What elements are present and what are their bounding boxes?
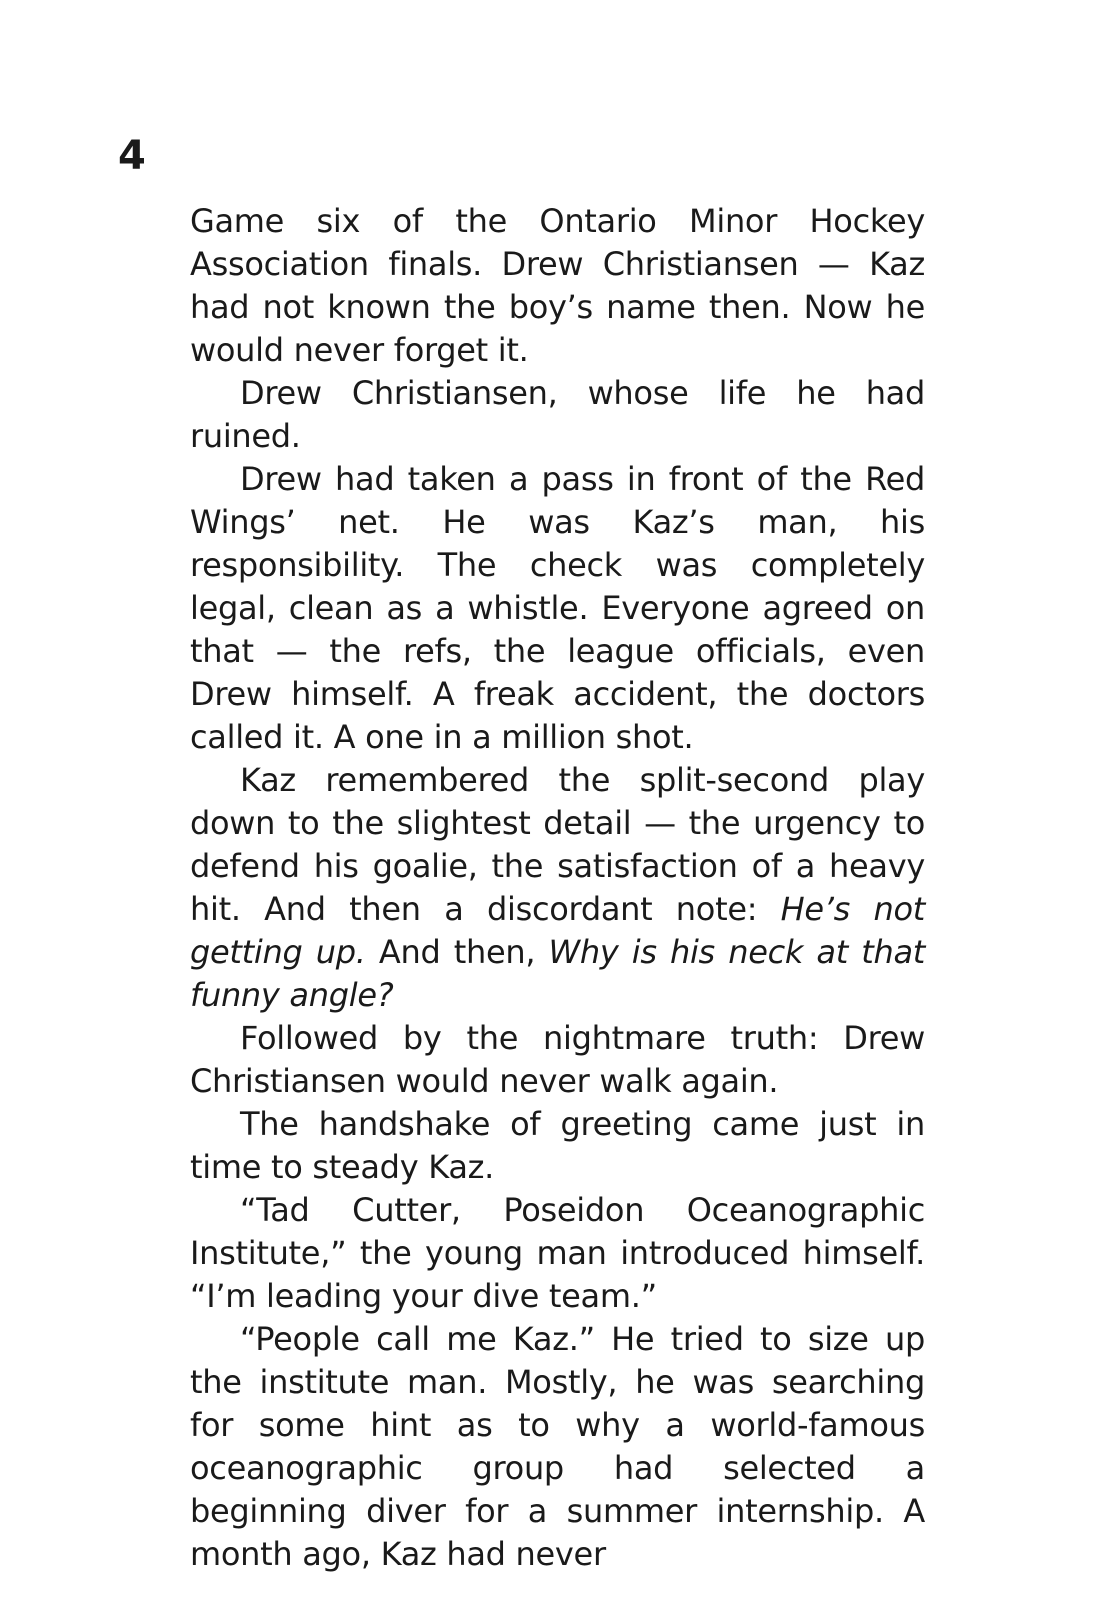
text-run: Drew Christiansen, whose life he had ruined. [190,374,925,455]
paragraph [190,1103,925,1189]
italic-text: Why is his neck at that funny angle? [190,933,925,1014]
paragraph [190,1017,925,1103]
text-run: Followed by the nightmare truth: Drew Christiansen would never walk again. [190,1019,925,1100]
body-text [190,200,925,1576]
paragraph [190,200,925,372]
text-run: “People call me Kaz.” He tried to size up the institute man. Mostly, he was searching for some hint as to why a world-famous oceanographic group had selected a beginning diver for a summer internship. A month ago, Kaz had never [190,1320,925,1573]
text-run: Drew had taken a pass in front of the Red Wings’ net. He was Kaz’s man, his responsibility. The check was completely legal, clean as a whistle. Everyone agreed on that — the refs, the league officials, even Drew himself. A freak accident, the doctors called it. A one in a million shot. [190,460,925,756]
text-run: And then, [365,933,549,971]
text-run: Kaz remembered the split-second play down to the slightest detail — the urgency to defend his goalie, the satisfaction of a heavy hit. And then a discordant note: [190,761,925,928]
text-run: “Tad Cutter, Poseidon Oceanographic Institute,” the young man introduced himself. “I’m leading your dive team.” [190,1191,925,1315]
page-number: 4 [118,133,146,179]
paragraph [190,759,925,1017]
text-run: Game six of the Ontario Minor Hockey Association finals. Drew Christiansen — Kaz had not known the boy’s name then. Now he would never forget it. [190,202,925,369]
italic-text: He’s not getting up. [190,890,925,971]
paragraph [190,372,925,458]
paragraph [190,1189,925,1318]
paragraph [190,1318,925,1576]
text-run: The handshake of greeting came just in time to steady Kaz. [190,1105,925,1186]
paragraph [190,458,925,759]
